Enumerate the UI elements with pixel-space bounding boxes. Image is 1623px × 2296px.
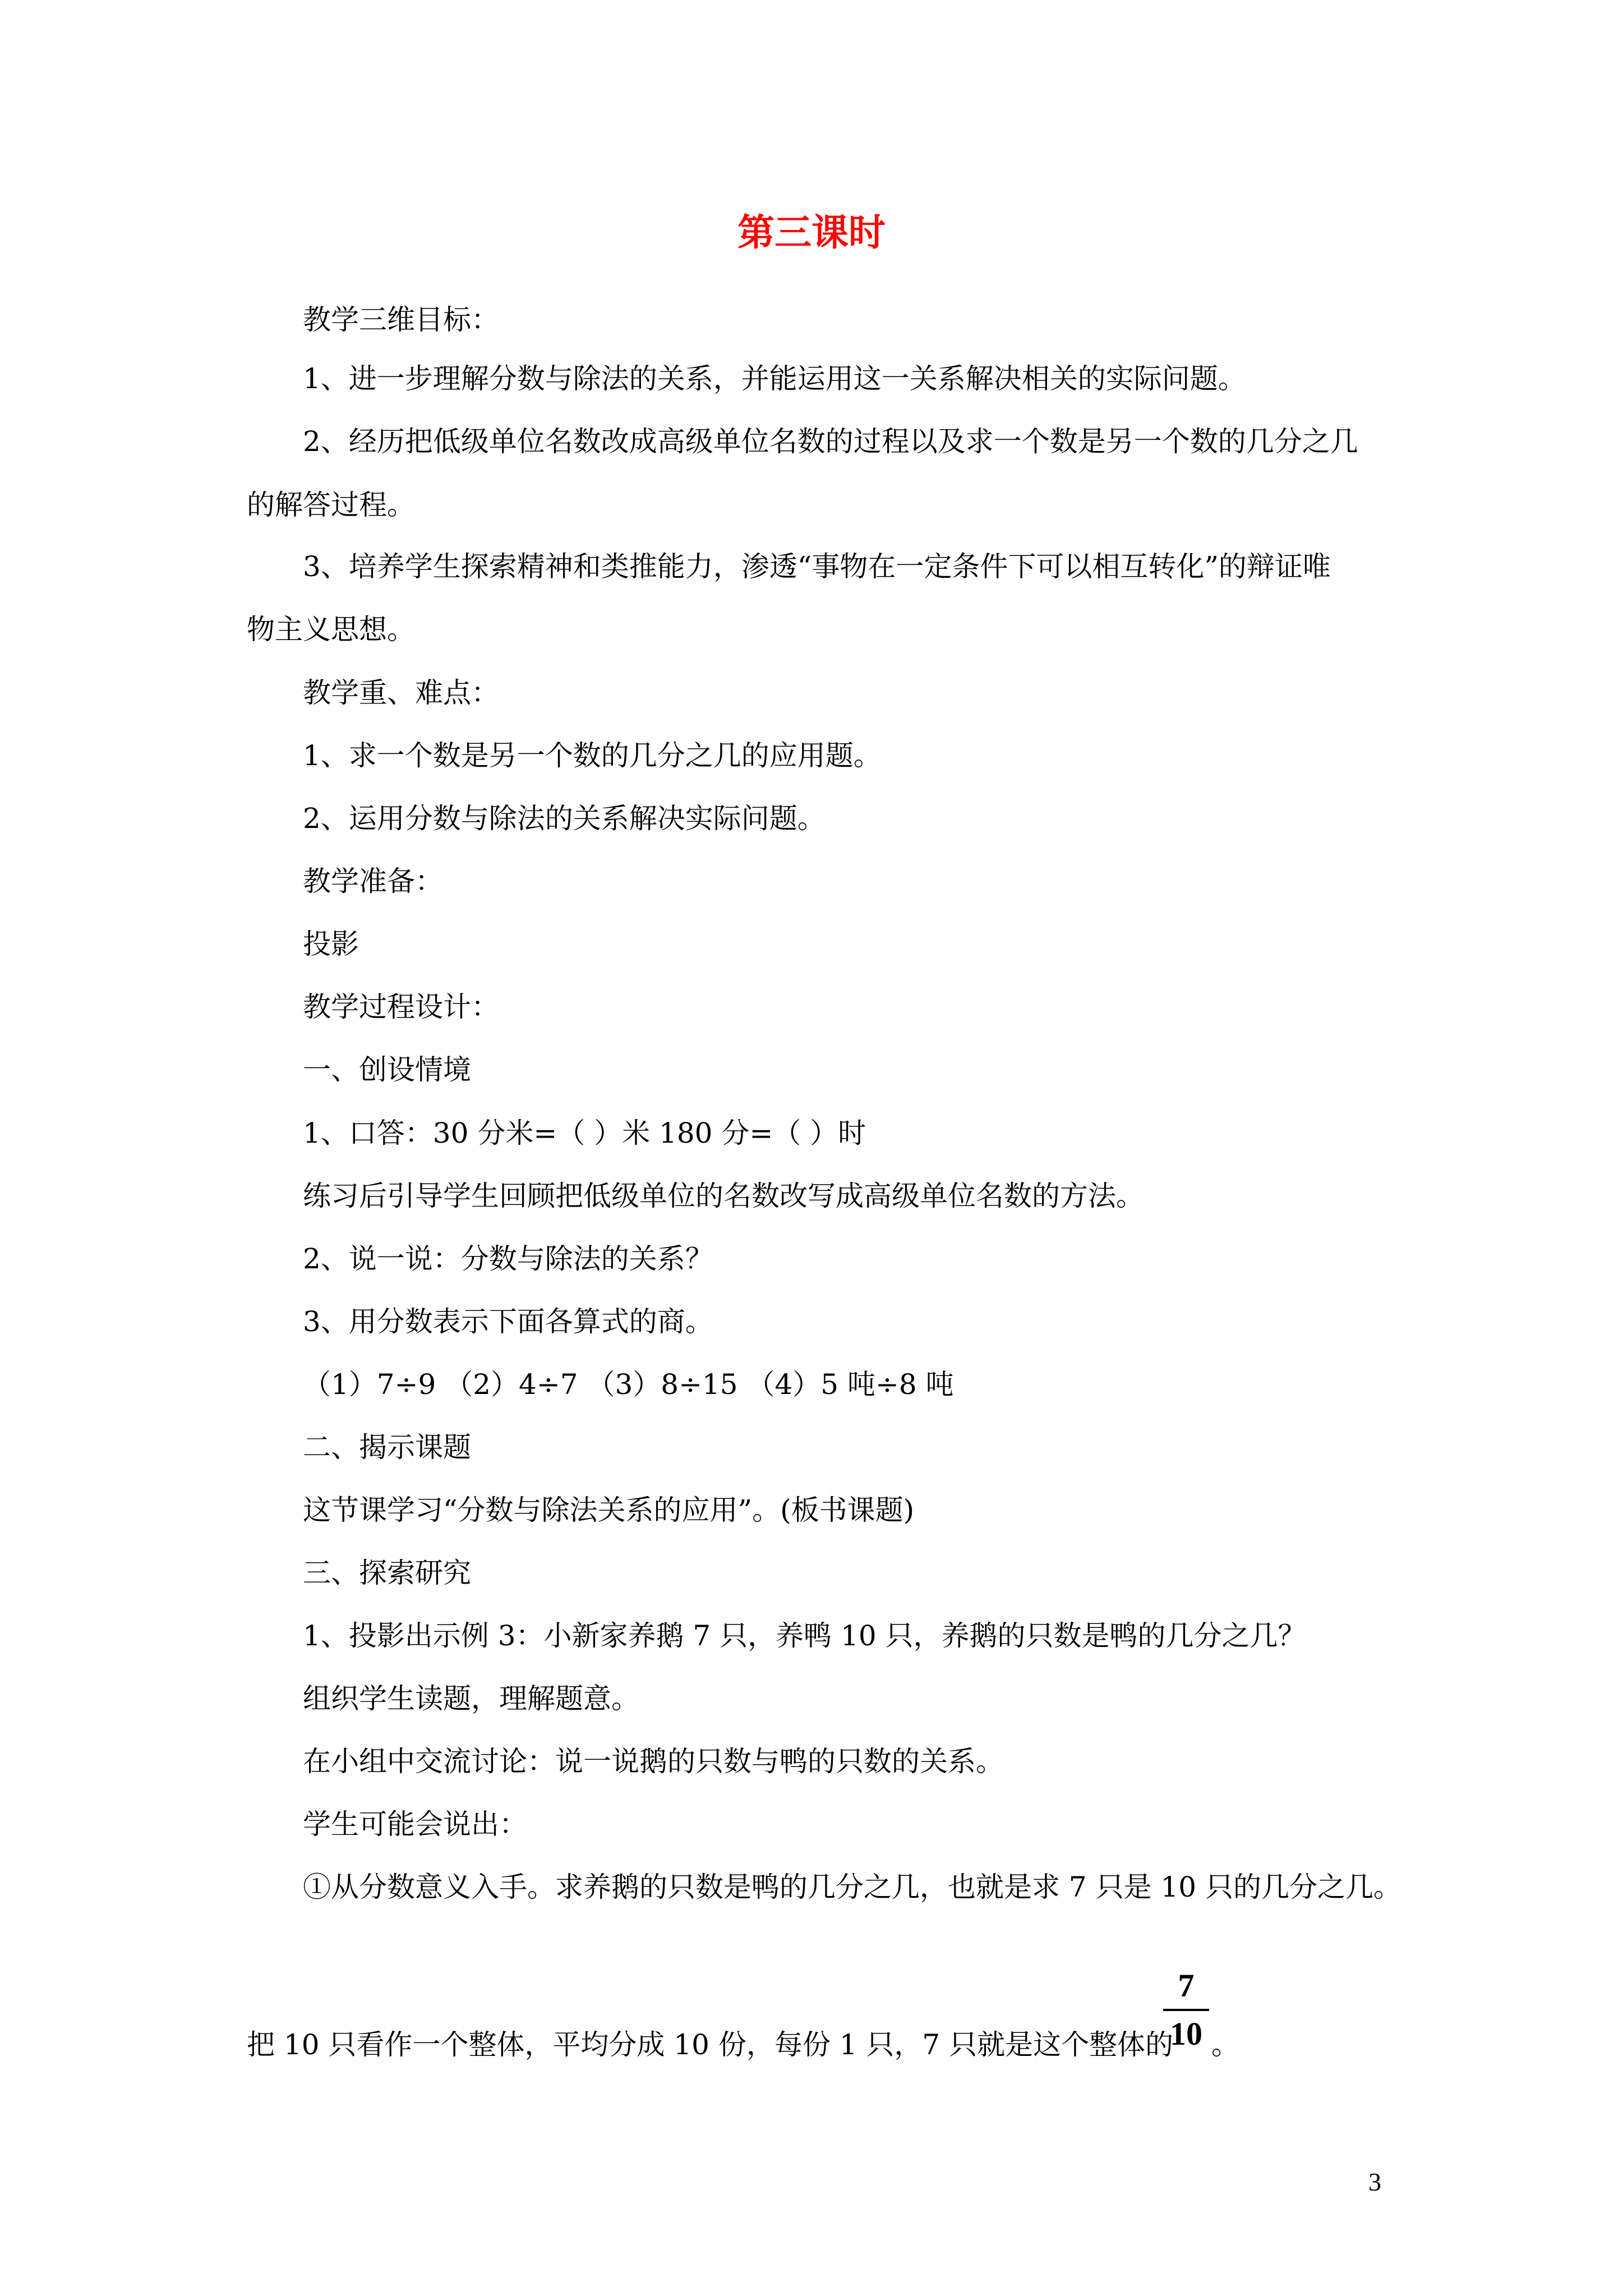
fraction-numerator: 7 bbox=[1178, 1967, 1195, 2004]
answer-1-text-cont: 把 10 只看作一个整体，平均分成 10 份，每份 1 只，7 只就是这个整体的 bbox=[247, 2028, 1174, 2061]
fraction-task: 3、用分数表示下面各算式的商。 bbox=[303, 1305, 713, 1338]
part-1-heading: 一、创设情境 bbox=[303, 1053, 471, 1086]
part-2-heading: 二、揭示课题 bbox=[303, 1431, 471, 1464]
example-3-text: 1、投影出示例 3：小新家养鹅 7 只，养鸭 10 只，养鹅的只数是鸭的几分之几？ bbox=[303, 1619, 1306, 1652]
fraction-seven-tenths bbox=[1161, 1966, 1211, 2054]
fraction-bar bbox=[1163, 2009, 1209, 2011]
part-3-heading: 三、探索研究 bbox=[303, 1557, 471, 1589]
discussion-question: 2、说一说：分数与除法的关系？ bbox=[303, 1243, 713, 1275]
group-discussion-text: 在小组中交流讨论：说一说鹅的只数与鸭的只数的关系。 bbox=[303, 1745, 1004, 1778]
page-number: 3 bbox=[1368, 2168, 1381, 2196]
lesson-topic-text: 这节课学习“分数与除法关系的应用”。(板书课题) bbox=[303, 1494, 915, 1526]
section-heading-goals: 教学三维目标： bbox=[303, 303, 499, 336]
student-answers-intro: 学生可能会说出： bbox=[303, 1808, 527, 1841]
reading-instruction: 组织学生读题，理解题意。 bbox=[303, 1682, 639, 1715]
section-heading-preparation: 教学准备： bbox=[303, 865, 443, 898]
page-title: 第三课时 bbox=[737, 211, 886, 254]
preparation-text: 投影 bbox=[303, 928, 359, 960]
division-exercises: （1）7÷9 （2）4÷7 （3）8÷15 （4）5 吨÷8 吨 bbox=[303, 1368, 954, 1401]
section-heading-key-points: 教学重、难点： bbox=[303, 677, 499, 709]
key-point-2-text: 2、运用分数与除法的关系解决实际问题。 bbox=[303, 802, 826, 835]
goal-3-text-cont: 物主义思想。 bbox=[247, 613, 415, 646]
section-heading-process: 教学过程设计： bbox=[303, 991, 499, 1023]
practice-note: 练习后引导学生回顾把低级单位的名数改写成高级单位名数的方法。 bbox=[303, 1180, 1144, 1212]
oral-answer-question: 1、口答：30 分米=（ ）米 180 分=（ ）时 bbox=[303, 1117, 866, 1149]
goal-2-text-cont: 的解答过程。 bbox=[247, 489, 415, 521]
goal-3-text: 3、培养学生探索精神和类推能力，渗透“事物在一定条件下可以相互转化”的辩证唯 bbox=[303, 550, 1331, 583]
key-point-1-text: 1、求一个数是另一个数的几分之几的应用题。 bbox=[303, 739, 882, 772]
sentence-end-punctuation: 。 bbox=[1211, 2028, 1239, 2061]
fraction-denominator: 10 bbox=[1170, 2016, 1202, 2052]
goal-1-text: 1、进一步理解分数与除法的关系，并能运用这一关系解决相关的实际问题。 bbox=[303, 362, 1246, 395]
answer-1-text: ①从分数意义入手。求养鹅的只数是鸭的几分之几，也就是求 7 只是 10 只的几分之几。 bbox=[303, 1871, 1402, 1903]
goal-2-text: 2、经历把低级单位名数改成高级单位名数的过程以及求一个数是另一个数的几分之几 bbox=[303, 425, 1358, 458]
